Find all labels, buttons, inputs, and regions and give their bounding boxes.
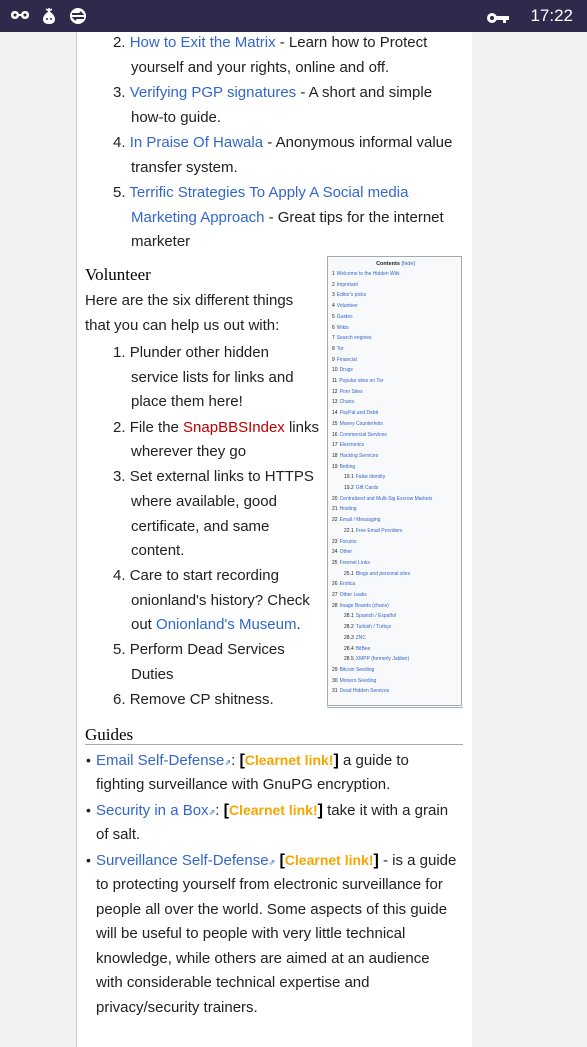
toc-item[interactable] xyxy=(344,656,409,662)
guide-text: fighting surveillance with GnuPG encryption. xyxy=(96,776,391,793)
toc-label: Money Counterfeits xyxy=(339,420,383,427)
toc-item[interactable] xyxy=(332,282,358,288)
toc-label: False identity xyxy=(355,474,386,481)
link-onionland-museum[interactable]: Onionland's Museum xyxy=(156,616,297,633)
list-item: 3. Set external links to HTTPS xyxy=(113,468,314,485)
link-how-to-exit-matrix[interactable]: How to Exit the Matrix xyxy=(129,34,276,51)
toc-label: Dead Hidden Services xyxy=(339,688,390,695)
toc-label: ZNC xyxy=(355,634,367,641)
toc-label: Commercial Services xyxy=(339,431,387,438)
clearnet-badge: Clearnet link! xyxy=(228,802,318,818)
toc-number: 21 xyxy=(332,506,338,513)
toc-number: 29 xyxy=(332,666,338,673)
toc-label: Image Boards (chans) xyxy=(339,602,389,609)
list-item: 4. Care to start recording xyxy=(113,567,279,584)
toc-number: 13 xyxy=(332,399,338,406)
guide-text: will be useful to people with very little technical xyxy=(96,925,406,942)
toc-item[interactable] xyxy=(332,688,389,694)
toc-label: XMPP (formerly Jabber) xyxy=(355,656,410,663)
toc-number: 15 xyxy=(332,420,338,427)
external-link-icon: ⇗ xyxy=(208,808,216,817)
toc-label: Volunteer xyxy=(336,303,358,310)
toc-item[interactable] xyxy=(332,539,357,545)
toc-item[interactable] xyxy=(344,485,378,491)
list-item-text: transfer system. xyxy=(131,159,238,176)
toc-label: Search engines xyxy=(336,335,372,342)
vpn-key-icon xyxy=(486,8,510,28)
guide-text: knowledge, while others are aimed at an audience xyxy=(96,950,430,967)
toc-item[interactable] xyxy=(332,517,380,523)
toc-item[interactable] xyxy=(344,528,402,534)
toc-number: 24 xyxy=(332,549,338,556)
toc-item[interactable] xyxy=(332,603,389,609)
toc-item[interactable] xyxy=(332,399,354,405)
guide-text: of salt. xyxy=(96,826,141,843)
bracket: ] xyxy=(373,852,379,869)
list-item-text: wherever they go xyxy=(131,443,247,460)
list-item-text: Marketing Approach - Great tips for the internet xyxy=(131,209,444,226)
toc-item[interactable] xyxy=(332,678,376,684)
toc-item[interactable] xyxy=(332,303,358,309)
toc-item[interactable] xyxy=(332,410,378,416)
toc-number: 19.1 xyxy=(344,474,354,481)
divider xyxy=(327,707,463,708)
toc-number: 7 xyxy=(332,335,335,342)
toc-item[interactable] xyxy=(332,314,353,320)
toc-item[interactable] xyxy=(332,581,355,587)
section-heading-volunteer: Volunteer xyxy=(85,265,151,284)
toc-item[interactable] xyxy=(332,325,349,331)
toc-label: Gift Cards xyxy=(355,485,379,491)
link-email-self-defense[interactable]: Email Self-Defense xyxy=(96,752,225,769)
toc-item[interactable] xyxy=(332,506,357,512)
toc-number: 28.2 xyxy=(344,624,354,631)
toc-number: 19.2 xyxy=(344,485,354,491)
toc-number: 28.5 xyxy=(344,656,354,663)
list-item: 2. File the SnapBBSIndex links xyxy=(113,419,319,436)
toc-label: Financial xyxy=(336,356,357,363)
toc-title: Contents [hide] xyxy=(376,261,415,267)
list-item: 6. Remove CP shitness. xyxy=(113,691,274,708)
guide-item: Surveillance Self-Defense⇗ [Clearnet link!] - is a guide xyxy=(96,852,457,869)
toc-label: Welcome to the Hidden Wiki xyxy=(336,271,400,277)
bracket: ] xyxy=(317,802,323,819)
toc-number: 25 xyxy=(332,559,338,566)
toc-item[interactable] xyxy=(332,560,370,566)
clock: 17:22 xyxy=(530,6,573,25)
vpn-key-route-icon xyxy=(67,6,89,26)
external-link-icon: ⇗ xyxy=(224,758,232,767)
bracket: ] xyxy=(333,752,339,769)
toc-item[interactable] xyxy=(332,442,364,448)
list-item-text: content. xyxy=(131,542,185,559)
toc-number: 22.1 xyxy=(344,527,354,534)
toc-number: 30 xyxy=(332,677,338,684)
toc-item[interactable] xyxy=(332,378,383,384)
toc-label: Chans xyxy=(339,399,355,406)
toc-item[interactable] xyxy=(344,474,385,480)
toc-label: Editor's picks xyxy=(336,292,367,299)
toc-item[interactable] xyxy=(332,292,366,298)
toc-label: BitBee xyxy=(355,645,371,652)
toc-label: Monero Seeding xyxy=(339,677,377,684)
list-item: 2. How to Exit the Matrix - Learn how to Protect xyxy=(113,34,428,51)
toc-item[interactable] xyxy=(344,613,396,619)
toc-label: Email / Messaging xyxy=(339,517,381,524)
toc-number: 3 xyxy=(332,292,335,299)
link-verifying-pgp[interactable]: Verifying PGP signatures xyxy=(129,84,297,101)
toc-number: 14 xyxy=(332,410,338,417)
toc-item[interactable] xyxy=(332,421,383,427)
toc-label: Forums xyxy=(339,538,357,545)
toc-number: 1 xyxy=(332,271,335,277)
toc-number: 23 xyxy=(332,538,338,545)
toc-number: 28.3 xyxy=(344,634,354,641)
toc-label: Important xyxy=(336,281,358,288)
paragraph: Here are the six different things xyxy=(85,292,294,309)
toc-label: Bitcoin Seeding xyxy=(339,666,375,673)
list-item-text: marketer xyxy=(131,233,191,250)
list-item-text: out Onionland's Museum. xyxy=(131,616,301,633)
table-of-contents xyxy=(327,256,462,706)
toc-number: 12 xyxy=(332,388,338,395)
toc-item[interactable] xyxy=(332,389,363,395)
toc-number: 20 xyxy=(332,495,338,502)
clearnet-badge: Clearnet link! xyxy=(284,852,374,868)
toc-label: Wikis xyxy=(336,324,349,331)
bracket: [ xyxy=(223,802,229,819)
list-item: 3. Verifying PGP signatures - A short and simple xyxy=(113,84,433,101)
toc-label: Other xyxy=(339,549,353,556)
toc-label: Hacking Services xyxy=(339,452,379,459)
paragraph: that you can help us out with: xyxy=(85,317,280,334)
toc-item[interactable] xyxy=(344,635,366,641)
toc-item[interactable] xyxy=(344,571,410,577)
list-item-text: place them here! xyxy=(131,393,243,410)
toc-number: 2 xyxy=(332,281,335,288)
link-social-media-marketing-cont[interactable]: Marketing Approach xyxy=(131,209,265,226)
section-heading-guides: Guides xyxy=(85,725,134,744)
toc-number: 16 xyxy=(332,431,338,438)
toc-label: Porn Sites xyxy=(339,388,363,395)
toc-label: Other Leaks xyxy=(339,592,367,598)
toc-label: Tor xyxy=(336,345,344,352)
toc-item[interactable] xyxy=(344,646,370,652)
list-item-text: where available, good xyxy=(131,493,277,510)
bullet: • xyxy=(86,852,91,868)
toc-number: 28.1 xyxy=(344,613,354,620)
toc-number: 8 xyxy=(332,345,335,352)
toc-item[interactable] xyxy=(332,592,367,598)
status-bar xyxy=(0,0,587,32)
toc-number: 22 xyxy=(332,517,338,524)
toc-label: Turkish / Türkçe xyxy=(355,624,392,631)
toc-label: Popular sites on Tor xyxy=(339,378,384,384)
bracket: [ xyxy=(239,752,245,769)
toc-item[interactable] xyxy=(332,453,378,459)
list-item-text: service lists for links and xyxy=(131,369,294,386)
toc-number: 25.1 xyxy=(344,570,354,577)
guide-text: people all over the world. Some aspects of this guide xyxy=(96,901,448,918)
list-item: 5. Terrific Strategies To Apply A Social media xyxy=(113,184,409,201)
guide-item: Security in a Box⇗: [Clearnet link!] take it with a grain xyxy=(96,802,449,819)
toc-label: Drugs xyxy=(339,367,353,374)
toc-number: 18 xyxy=(332,452,338,459)
list-item: 5. Perform Dead Services xyxy=(113,641,285,658)
toc-label: Free Email Providers xyxy=(355,527,403,534)
onion-icon xyxy=(40,6,58,26)
toc-number: 5 xyxy=(332,313,335,320)
list-item-text: certificate, and same xyxy=(131,518,270,535)
toc-label: Guides xyxy=(336,313,353,320)
bracket: [ xyxy=(279,852,285,869)
toc-number: 11 xyxy=(332,378,338,384)
toc-item[interactable] xyxy=(332,367,353,373)
guide-text: privacy/security trainers. xyxy=(96,999,258,1016)
toc-label: Electronics xyxy=(339,442,365,449)
toc-label: Centralized and Multi-Sig Escrow Markets xyxy=(339,495,433,502)
toc-label: Erotica xyxy=(339,581,356,588)
incognito-mask-icon xyxy=(9,6,31,26)
toc-label: Blogs and personal sites xyxy=(355,570,411,577)
list-item-text: onionland's history? Check xyxy=(131,592,310,609)
guide-text: with considerable technical expertise and xyxy=(96,974,370,991)
link-surveillance-self-defense[interactable]: Surveillance Self-Defense xyxy=(96,852,269,869)
toc-label: Freenet Links xyxy=(339,559,370,566)
toc-label: Betting xyxy=(339,463,356,470)
toc-item[interactable] xyxy=(332,464,355,470)
toc-item[interactable] xyxy=(332,667,374,673)
toc-number: 17 xyxy=(332,442,338,449)
toc-number: 31 xyxy=(332,688,338,695)
toc-number: 19 xyxy=(332,463,338,470)
toc-number: 6 xyxy=(332,324,335,331)
toc-item[interactable] xyxy=(332,346,344,352)
link-security-in-a-box[interactable]: Security in a Box xyxy=(96,802,209,819)
toc-number: 27 xyxy=(332,592,338,598)
link-snapbbsindex[interactable]: SnapBBSIndex xyxy=(183,419,285,436)
list-item-text: Duties xyxy=(131,666,174,683)
guide-item: Email Self-Defense⇗: [Clearnet link!] a guide to xyxy=(96,752,409,769)
bullet: • xyxy=(86,802,91,818)
list-item-text: how-to guide. xyxy=(131,109,222,126)
toc-number: 10 xyxy=(332,367,338,374)
list-item: 1. Plunder other hidden xyxy=(113,344,269,361)
toc-item[interactable] xyxy=(332,335,372,341)
heading-underline xyxy=(85,744,463,745)
toc-label: Spanish / Español xyxy=(355,613,397,620)
guide-text: to protecting yourself from electronic surveillance for xyxy=(96,876,443,893)
toc-item[interactable] xyxy=(332,357,357,363)
toc-item[interactable] xyxy=(332,432,387,438)
toc-number: 4 xyxy=(332,303,335,310)
external-link-icon: ⇗ xyxy=(268,858,276,867)
toc-label: PayPal and Debit xyxy=(339,410,379,417)
toc-item[interactable] xyxy=(332,496,432,502)
toc-number: 28.4 xyxy=(344,645,354,652)
toc-hide-toggle[interactable]: [hide] xyxy=(401,261,415,267)
toc-number: 28 xyxy=(332,602,338,609)
toc-item[interactable] xyxy=(344,624,391,630)
toc-number: 26 xyxy=(332,581,338,588)
list-item: 4. In Praise Of Hawala - Anonymous informal value xyxy=(113,134,453,151)
toc-label: Hosting xyxy=(339,506,357,513)
toc-number: 9 xyxy=(332,356,335,363)
link-in-praise-of-hawala[interactable]: In Praise Of Hawala xyxy=(129,134,264,151)
bullet: • xyxy=(86,752,91,768)
toc-item[interactable] xyxy=(332,271,400,277)
clearnet-badge: Clearnet link! xyxy=(244,752,334,768)
list-item-text: yourself and your rights, online and off. xyxy=(131,59,390,76)
link-social-media-marketing[interactable]: Terrific Strategies To Apply A Social media xyxy=(129,184,409,201)
toc-item[interactable] xyxy=(332,549,352,555)
